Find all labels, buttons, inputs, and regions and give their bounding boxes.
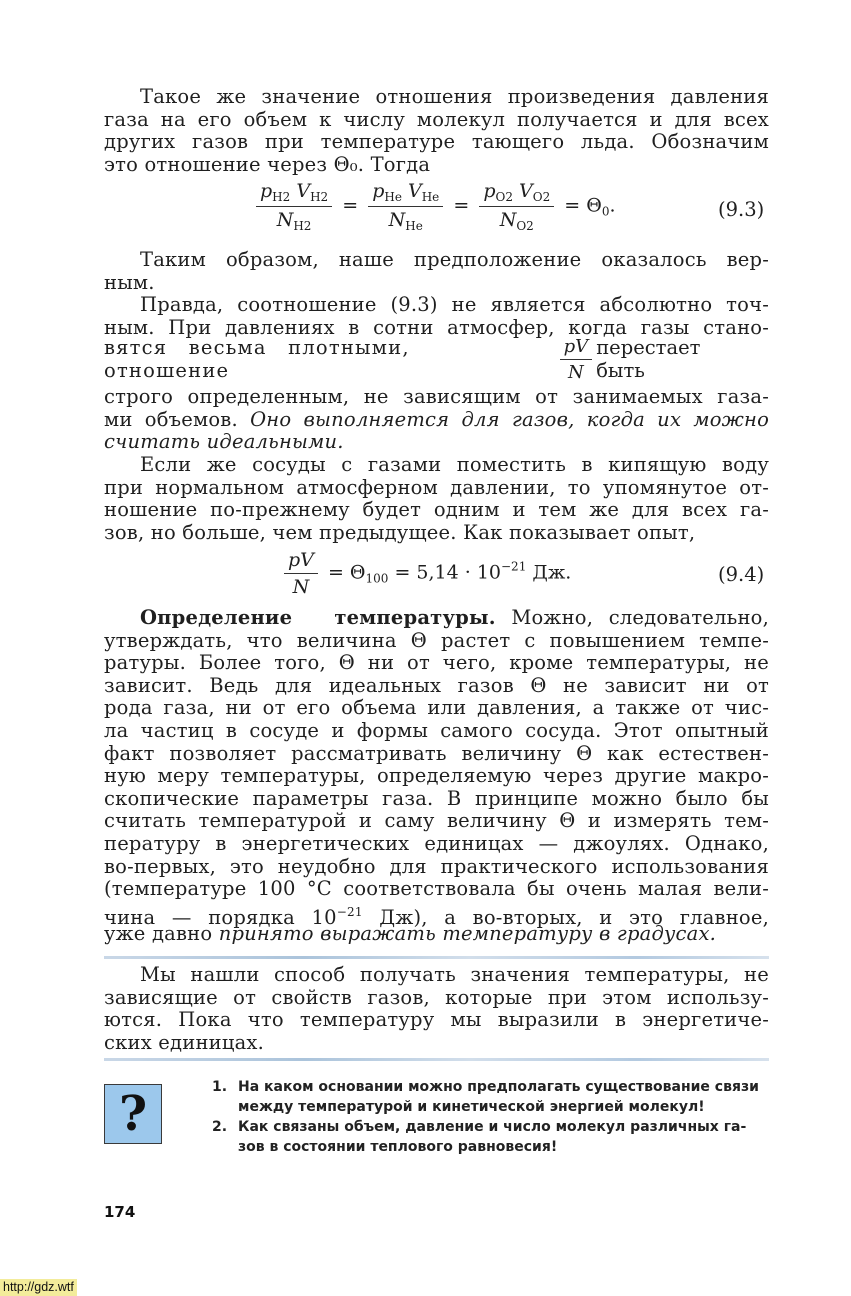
question-text-line: На каком основании можно предполагать существование связи — [238, 1079, 759, 1095]
text-line: рода газа, ни от его объема или давления, а также от чис- — [104, 696, 769, 720]
fraction-pv-n — [560, 336, 593, 383]
fraction-pv-n — [284, 549, 318, 598]
question-item — [212, 1117, 772, 1157]
symbol-n: N — [276, 209, 294, 231]
text-line: пературу в энергетических единицах — джоулях. Однако, — [104, 831, 769, 855]
text-fragment: Дж), а во-вторых, и это главное, — [379, 905, 769, 929]
text-line: Правда, соотношение (9.3) не является абсолютно точ- — [140, 293, 769, 316]
review-questions — [212, 1077, 772, 1157]
equation-unit: Дж. — [532, 561, 572, 584]
question-mark-icon: ? — [104, 1084, 162, 1144]
text-fragment: ми объемов. — [104, 407, 238, 431]
equals-sign: = — [453, 194, 470, 217]
italic-emphasis: принято выражать температуру в градусах. — [218, 922, 717, 946]
symbol-v: V — [296, 180, 311, 202]
text-line: ную меру температуры, определяемую через другие макро- — [104, 764, 769, 788]
equation-rhs: = Θ — [564, 194, 602, 217]
symbol-p: p — [483, 180, 496, 202]
text-line: ются. Пока что температуру мы выразили в энергетиче- — [104, 1008, 769, 1032]
text-line: ла частиц в сосуде и формы самого сосуда. Этот опытный — [104, 718, 769, 742]
subscript: He — [405, 219, 423, 233]
question-number: 2. — [212, 1119, 228, 1135]
superscript: −21 — [336, 904, 363, 919]
italic-emphasis: Оно выполняется для газов, когда их можно — [250, 407, 770, 431]
text-line: (температуре 100 °C соответствовала бы очень малая вели- — [104, 877, 769, 901]
summary-separator-top — [104, 956, 769, 959]
subscript: O2 — [532, 190, 551, 204]
text-line: при нормальном атмосферном давлении, то упомянутое от- — [104, 475, 769, 499]
text-fragment: уже давно — [104, 922, 213, 946]
subscript: He — [384, 190, 402, 204]
fraction-denominator: N — [568, 361, 584, 383]
section-heading: Определение температуры. — [140, 606, 496, 629]
question-number: 1. — [212, 1079, 228, 1095]
text-line: ратуры. Более того, Θ ни от чего, кроме температуры, не — [104, 651, 769, 675]
text-line: Если же сосуды с газами поместить в кипящую воду — [140, 453, 769, 476]
summary-paragraph — [104, 964, 769, 1054]
symbol-v: V — [407, 180, 422, 202]
fraction-numerator: pV — [284, 549, 318, 574]
text-line — [104, 901, 769, 929]
text-line-with-fraction — [104, 334, 769, 384]
question-text-line: между температурой и кинетической энергией молекул! — [238, 1099, 705, 1115]
question-item — [212, 1077, 772, 1117]
paragraph-ideal-gas-note — [104, 294, 769, 339]
subscript: O2 — [495, 190, 513, 204]
subscript: H2 — [310, 190, 329, 204]
text-line: ношение по-прежнему будет одним и тем же для всех га- — [104, 498, 769, 522]
text-line: скопические параметры газа. В принципе можно было бы — [104, 786, 769, 810]
text-line: строго определенным, не зависящим от занимаемых газа- — [104, 385, 769, 408]
text-fragment: Можно, следовательно, — [511, 606, 769, 629]
subscript: H2 — [272, 190, 291, 204]
text-fragment: чина — порядка 10 — [104, 905, 337, 929]
watermark-link[interactable]: http://gdz.wtf — [0, 1279, 77, 1296]
equation-theta: = Θ — [327, 561, 366, 584]
text-line: это отношение через Θ₀. Тогда — [104, 152, 431, 176]
symbol-n: N — [388, 209, 406, 231]
symbol-p: p — [260, 180, 273, 202]
text-line: утверждать, что величина Θ растет с повышением темпе- — [104, 628, 769, 652]
equation-9-4 — [280, 549, 571, 598]
text-line: ным. — [104, 270, 155, 294]
subscript: O2 — [516, 219, 534, 233]
text-line: зов, но больше, чем предыдущее. Как показывает опыт, — [104, 520, 696, 544]
text-line: факт позволяет рассматривать величину Θ как естествен- — [104, 741, 769, 765]
text-line: ских единицах. — [104, 1030, 264, 1054]
equation-number-9-4: (9.4) — [718, 563, 765, 586]
subscript: H2 — [293, 219, 312, 233]
paragraph-theta0-intro — [104, 86, 769, 176]
text-line: Мы нашли способ получать значения температуры, не — [140, 963, 769, 986]
text-line: считать температурой и саму величину Θ и измерять тем- — [104, 809, 769, 833]
fraction-h2 — [256, 180, 332, 233]
equals-sign: = — [342, 194, 359, 217]
text-line: зависит. Ведь для идеальных газов Θ не зависит ни от — [104, 673, 769, 697]
italic-emphasis: считать идеальными. — [104, 430, 344, 454]
subscript: He — [421, 190, 440, 204]
fraction-o2 — [479, 180, 554, 233]
page-number: 174 — [104, 1203, 136, 1221]
superscript: −21 — [501, 559, 527, 574]
text-line — [104, 607, 769, 630]
text-line: ным. При давлениях в сотни атмосфер, когда газы стано- — [104, 315, 769, 339]
question-text-line: зов в состоянии теплового равновесия! — [238, 1139, 558, 1155]
text-line: других газов при температуре тающего льда. Обозначим — [104, 130, 769, 154]
question-text-line: Как связаны объем, давление и число молекул различных га- — [238, 1119, 747, 1135]
text-line: зависящие от свойств газов, которые при этом использу- — [104, 985, 769, 1009]
paragraph-ideal-gas-note-cont — [104, 386, 769, 454]
symbol-p: p — [372, 180, 385, 202]
text-line: Таким образом, наше предположение оказалось вер- — [140, 248, 769, 271]
text-fragment: вятся весьма плотными, отношение — [104, 336, 410, 382]
symbol-n: N — [499, 209, 517, 231]
text-line: Такое же значение отношения произведения давления — [140, 85, 769, 108]
equation-value: = 5,14 · 10 — [394, 561, 501, 584]
text-line: газа на его объем к числу молекул получается и для всех — [104, 107, 769, 131]
text-line: во-первых, это неудобно для практического использования — [104, 854, 769, 878]
subscript: 100 — [365, 571, 389, 586]
equation-period: . — [609, 194, 616, 217]
equation-number-9-3: (9.3) — [718, 198, 765, 221]
text-fragment: перестает быть — [596, 336, 701, 382]
paragraph-conclusion — [104, 249, 769, 294]
text-line — [104, 409, 769, 432]
paragraph-boiling-water — [104, 454, 769, 544]
fraction-denominator: N — [292, 576, 310, 598]
summary-separator-bottom — [104, 1058, 769, 1061]
text-line — [104, 923, 769, 946]
paragraph-temperature-definition — [104, 607, 769, 946]
symbol-v: V — [519, 180, 533, 202]
equation-9-3 — [252, 180, 616, 233]
fraction-numerator: pV — [560, 336, 593, 360]
subscript: 0 — [601, 204, 610, 219]
fraction-he — [368, 180, 443, 233]
